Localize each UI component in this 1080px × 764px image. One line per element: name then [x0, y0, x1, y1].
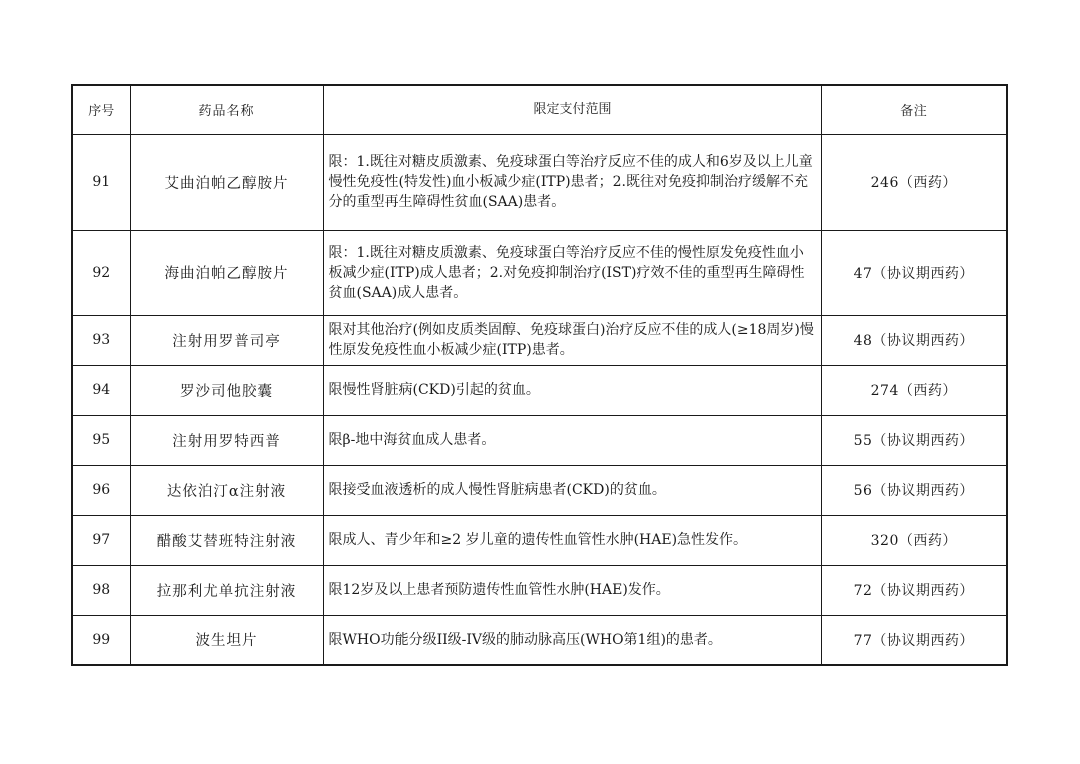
row-no: 93 [72, 315, 130, 365]
row-remark: 55（协议期西药） [821, 415, 1007, 465]
row-no: 91 [72, 134, 130, 230]
table-row [72, 315, 1007, 365]
row-remark: 56（协议期西药） [821, 465, 1007, 515]
row-no: 96 [72, 465, 130, 515]
row-payment-scope: 限12岁及以上患者预防遗传性血管性水肿(HAE)发作。 [323, 565, 821, 615]
row-drug-name: 海曲泊帕乙醇胺片 [130, 230, 323, 315]
header-remark: 备注 [821, 85, 1007, 134]
header-no: 序号 [72, 85, 130, 134]
row-payment-scope: 限WHO功能分级II级-IV级的肺动脉高压(WHO第1组)的患者。 [323, 615, 821, 665]
table-row [72, 465, 1007, 515]
table-row [72, 515, 1007, 565]
row-drug-name: 注射用罗普司亭 [130, 315, 323, 365]
row-payment-scope: 限对其他治疗(例如皮质类固醇、免疫球蛋白)治疗反应不佳的成人(≥18周岁)慢性原发免疫性血小板减少症(ITP)患者。 [323, 315, 821, 365]
row-drug-name: 波生坦片 [130, 615, 323, 665]
row-no: 94 [72, 365, 130, 415]
row-drug-name: 拉那利尤单抗注射液 [130, 565, 323, 615]
row-drug-name: 罗沙司他胶囊 [130, 365, 323, 415]
table-row [72, 365, 1007, 415]
row-remark: 77（协议期西药） [821, 615, 1007, 665]
row-no: 95 [72, 415, 130, 465]
table-row [72, 415, 1007, 465]
header-payment-scope: 限定支付范围 [323, 85, 821, 134]
row-drug-name: 艾曲泊帕乙醇胺片 [130, 134, 323, 230]
table-row [72, 615, 1007, 665]
row-payment-scope: 限：1.既往对糖皮质激素、免疫球蛋白等治疗反应不佳的成人和6岁及以上儿童慢性免疫性(特发性)血小板减少症(ITP)患者；2.既往对免疫抑制治疗缓解不充分的重型再生障碍性贫血(SAA)患者。 [323, 134, 821, 230]
row-no: 97 [72, 515, 130, 565]
table-row [72, 230, 1007, 315]
row-no: 99 [72, 615, 130, 665]
row-payment-scope: 限：1.既往对糖皮质激素、免疫球蛋白等治疗反应不佳的慢性原发免疫性血小板减少症(ITP)成人患者；2.对免疫抑制治疗(IST)疗效不佳的重型再生障碍性贫血(SAA)成人患者。 [323, 230, 821, 315]
table-header-row [72, 85, 1007, 134]
row-payment-scope: 限成人、青少年和≥2 岁儿童的遗传性血管性水肿(HAE)急性发作。 [323, 515, 821, 565]
row-remark: 274（西药） [821, 365, 1007, 415]
row-no: 98 [72, 565, 130, 615]
row-remark: 72（协议期西药） [821, 565, 1007, 615]
row-remark: 48（协议期西药） [821, 315, 1007, 365]
row-payment-scope: 限β-地中海贫血成人患者。 [323, 415, 821, 465]
row-payment-scope: 限接受血液透析的成人慢性肾脏病患者(CKD)的贫血。 [323, 465, 821, 515]
drug-payment-table [71, 84, 1008, 666]
row-no: 92 [72, 230, 130, 315]
header-drug-name: 药品名称 [130, 85, 323, 134]
row-drug-name: 醋酸艾替班特注射液 [130, 515, 323, 565]
table-row [72, 134, 1007, 230]
row-remark: 47（协议期西药） [821, 230, 1007, 315]
table-row [72, 565, 1007, 615]
row-drug-name: 达依泊汀α注射液 [130, 465, 323, 515]
row-remark: 320（西药） [821, 515, 1007, 565]
row-payment-scope: 限慢性肾脏病(CKD)引起的贫血。 [323, 365, 821, 415]
row-remark: 246（西药） [821, 134, 1007, 230]
row-drug-name: 注射用罗特西普 [130, 415, 323, 465]
